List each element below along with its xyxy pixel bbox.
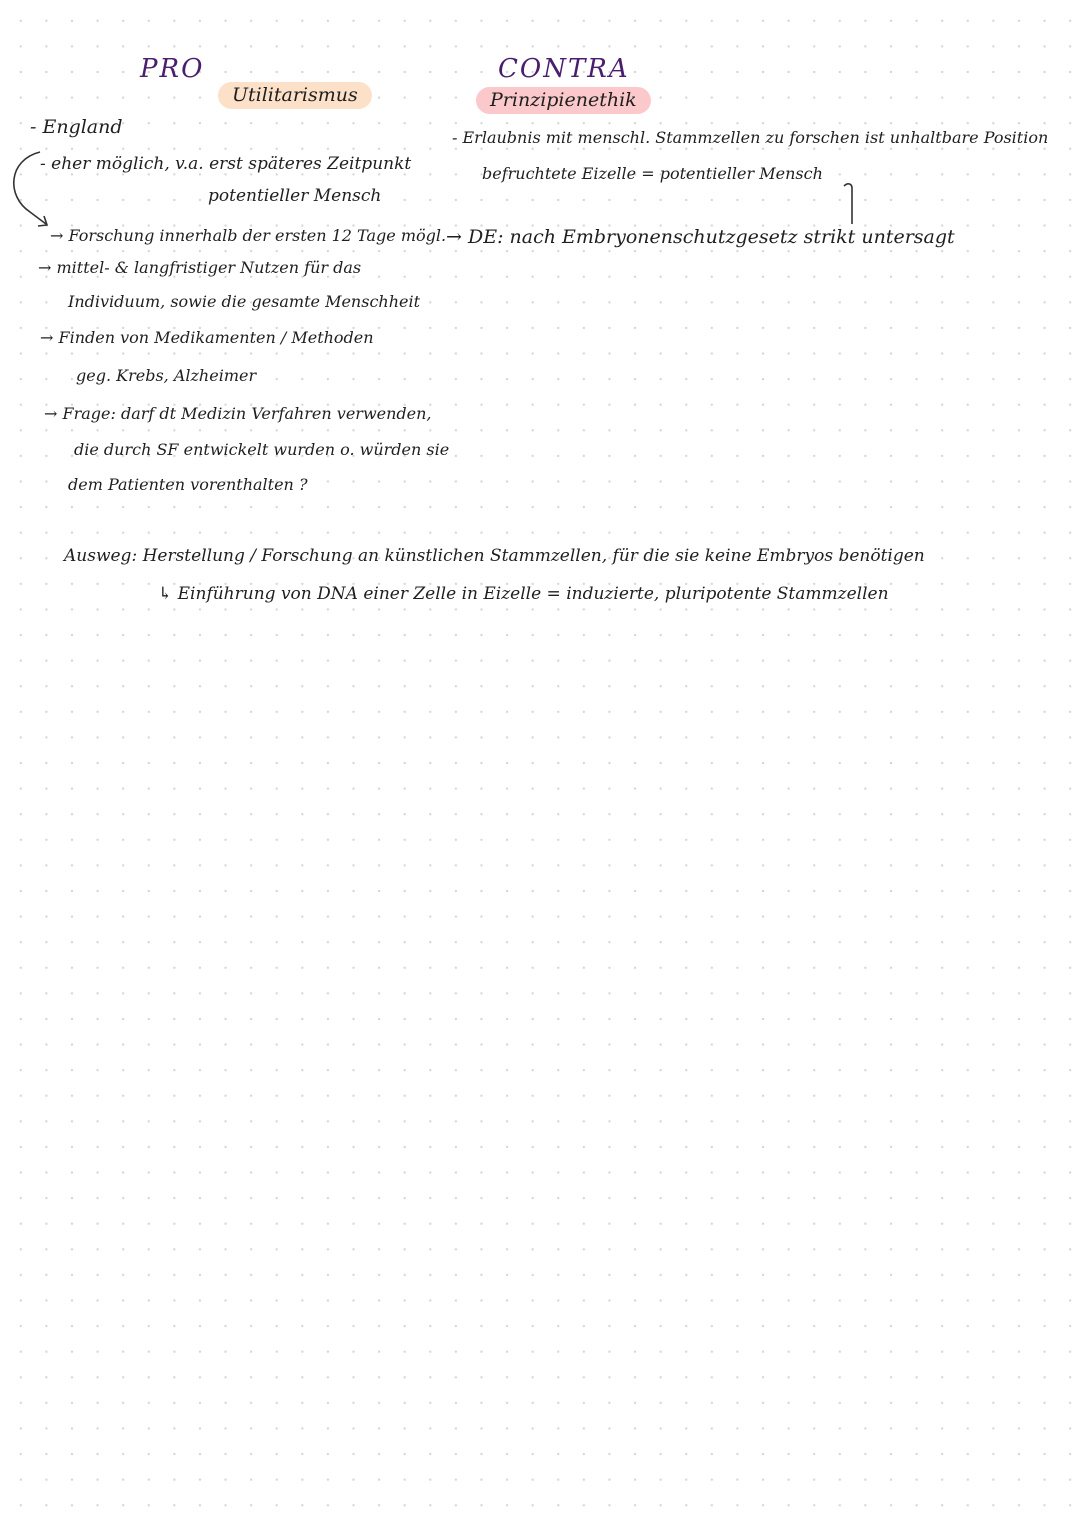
pro-arrow4a: → Frage: darf dt Medizin Verfahren verwenden, — [44, 404, 432, 423]
pro-line1: - eher möglich, v.a. erst späteres Zeitpunkt — [40, 154, 412, 174]
ausweg-line2: ↳ Einführung von DNA einer Zelle in Eizelle = induzierte, pluripotente Stammzellen — [158, 584, 889, 604]
pro-heading: PRO — [140, 54, 205, 84]
contra-heading: CONTRA — [498, 54, 630, 84]
ausweg-line1: Ausweg: Herstellung / Forschung an künstlichen Stammzellen, für die sie keine Embryos benötigen — [64, 546, 925, 566]
curved-bracket-arrow — [14, 152, 46, 224]
contra-ethic-label: Prinzipienethik — [490, 89, 637, 111]
pro-line1b: potentieller Mensch — [208, 186, 382, 206]
up-arrow — [844, 184, 852, 224]
pro-country: - England — [30, 116, 123, 138]
pro-arrow1: → Forschung innerhalb der ersten 12 Tage mögl. — [50, 226, 447, 245]
pro-arrow4c: dem Patienten vorenthalten ? — [68, 475, 308, 494]
pro-ethic-label: Utilitarismus — [232, 84, 358, 106]
contra-line1: - Erlaubnis mit menschl. Stammzellen zu forschen ist unhaltbare Position — [452, 128, 1049, 147]
pro-arrow3a: → Finden von Medikamenten / Methoden — [40, 328, 374, 347]
pro-arrow2a: → mittel- & langfristiger Nutzen für das — [38, 258, 362, 277]
pro-arrow3b: geg. Krebs, Alzheimer — [76, 366, 257, 385]
contra-line2: befruchtete Eizelle = potentieller Mensch — [482, 164, 823, 183]
contra-line3: → DE: nach Embryonenschutzgesetz strikt untersagt — [446, 226, 955, 248]
pro-arrow2b: Individuum, sowie die gesamte Menschheit — [68, 292, 421, 311]
pro-arrow4b: die durch SF entwickelt wurden o. würden sie — [74, 440, 450, 459]
